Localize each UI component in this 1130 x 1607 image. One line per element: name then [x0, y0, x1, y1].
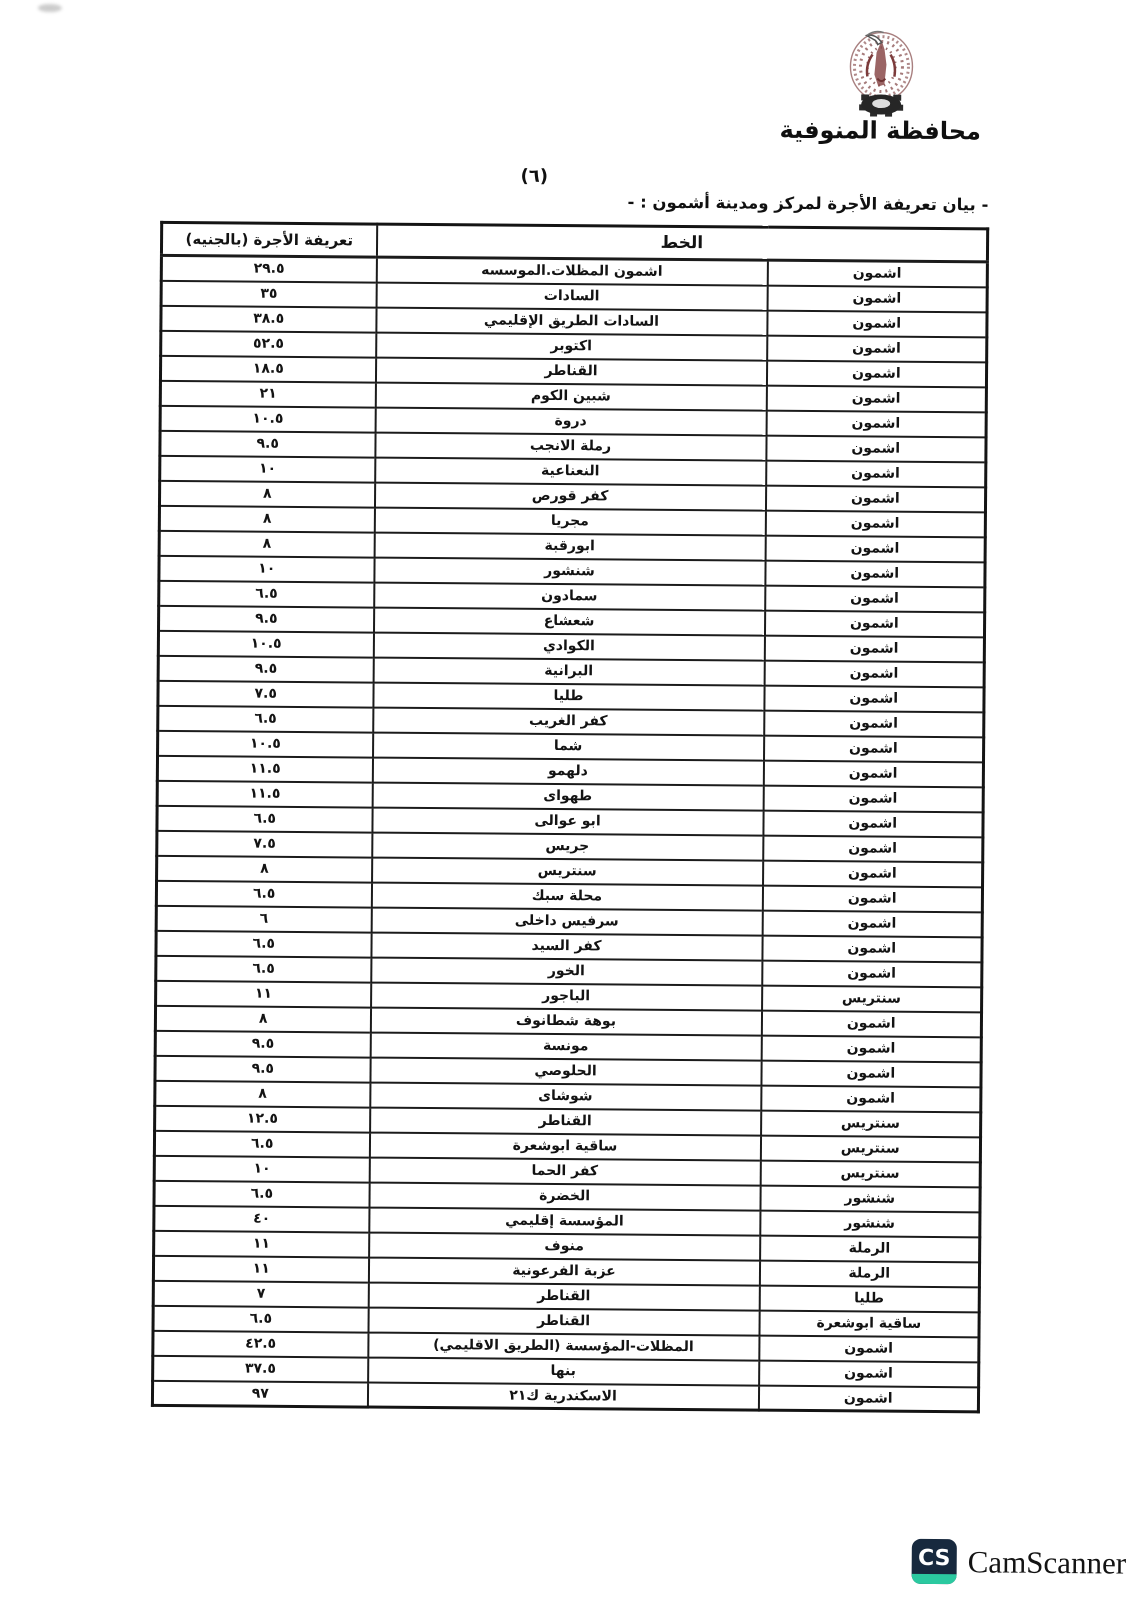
menoufia-governorate-emblem-icon: [837, 20, 926, 125]
fare-cell: ٦.٥: [156, 930, 371, 957]
origin-cell: اشمون: [767, 260, 987, 287]
camscanner-cs-icon: [912, 1539, 957, 1584]
destination-cell: القناطر: [370, 1107, 761, 1135]
destination-cell: جريس: [372, 832, 763, 860]
origin-cell: اشمون: [767, 285, 987, 312]
destination-cell: السادات: [376, 282, 767, 310]
origin-cell: شنشور: [760, 1185, 980, 1212]
origin-cell: اشمون: [764, 735, 984, 762]
origin-cell: سنتريس: [760, 1160, 980, 1187]
fare-cell: ٥٢.٥: [161, 330, 376, 357]
cs-icon-label: CS: [917, 1545, 951, 1571]
fare-cell: ٧.٥: [158, 680, 373, 707]
origin-cell: اشمون: [765, 485, 985, 512]
destination-cell: سرفيس داخلى: [371, 907, 762, 935]
origin-cell: اشمون: [767, 335, 987, 362]
origin-cell: اشمون: [764, 710, 984, 737]
fare-cell: ١٠: [159, 555, 374, 582]
destination-cell: الاسكندرية ك٢١: [367, 1382, 758, 1410]
fare-cell: ٣٨.٥: [161, 305, 376, 332]
destination-cell: كفر السيد: [371, 932, 762, 960]
destination-cell: الكوادي: [373, 632, 764, 660]
destination-cell: النعناعية: [375, 457, 766, 485]
fare-cell: ٦.٥: [153, 1305, 368, 1332]
fare-cell: ١١: [154, 1230, 369, 1257]
origin-cell: اشمون: [766, 435, 986, 462]
fare-cell: ٣٥: [161, 280, 376, 307]
fare-cell: ٧: [153, 1280, 368, 1307]
origin-cell: اشمون: [766, 360, 986, 387]
destination-cell: دروة: [375, 407, 766, 435]
table-row: [152, 1380, 978, 1411]
destination-cell: السادات الطريق الإقليمي: [376, 307, 767, 335]
scan-smudge: [38, 4, 62, 12]
origin-cell: اشمون: [766, 385, 986, 412]
fare-cell: ٦.٥: [157, 805, 372, 832]
origin-cell: شنشور: [760, 1210, 980, 1237]
origin-cell: سنتريس: [762, 985, 982, 1012]
fare-cell: ١١.٥: [157, 755, 372, 782]
fare-cell: ٨: [155, 1080, 370, 1107]
fare-cell: ٦.٥: [158, 705, 373, 732]
origin-cell: اشمون: [764, 635, 984, 662]
origin-cell: اشمون: [765, 510, 985, 537]
fare-cell: ١١: [156, 980, 371, 1007]
destination-cell: المظلات-المؤسسة (الطريق الاقليمي): [368, 1332, 759, 1360]
origin-cell: اشمون: [761, 1085, 981, 1112]
origin-cell: اشمون: [764, 685, 984, 712]
fare-cell: ٩.٥: [158, 655, 373, 682]
origin-cell: اشمون: [762, 885, 982, 912]
destination-cell: الحلوصي: [370, 1057, 761, 1085]
origin-cell: الرملة: [759, 1260, 979, 1287]
destination-cell: محلة سبك: [371, 882, 762, 910]
fare-cell: ١٠.٥: [158, 630, 373, 657]
destination-cell: طليا: [373, 682, 764, 710]
fare-cell: ٩٧: [152, 1380, 367, 1407]
destination-cell: الباجور: [371, 982, 762, 1010]
origin-cell: اشمون: [763, 860, 983, 887]
destination-cell: شبين الكوم: [375, 382, 766, 410]
destination-cell: اشمون المظلات.الموسسه: [376, 257, 767, 285]
fare-cell: ٨: [159, 530, 374, 557]
destination-cell: الخور: [371, 957, 762, 985]
destination-cell: سمادون: [374, 582, 765, 610]
destination-cell: مونسة: [370, 1032, 761, 1060]
origin-cell: اشمون: [765, 560, 985, 587]
destination-cell: شما: [373, 732, 764, 760]
fare-cell: ٦: [156, 905, 371, 932]
fare-cell: ٧.٥: [157, 830, 372, 857]
destination-cell: القناطر: [368, 1282, 759, 1310]
destination-cell: اكتوبر: [376, 332, 767, 360]
fare-cell: ٦.٥: [154, 1180, 369, 1207]
destination-cell: رملة الانجب: [375, 432, 766, 460]
destination-cell: كفر قورص: [374, 482, 765, 510]
fare-table-body: [152, 255, 987, 1411]
fare-cell: ١٠: [154, 1155, 369, 1182]
destination-cell: ساقية ابوشعرة: [369, 1132, 760, 1160]
destination-cell: شوشاى: [370, 1082, 761, 1110]
fare-cell: ١٨.٥: [160, 355, 375, 382]
origin-cell: اشمون: [761, 1060, 981, 1087]
destination-cell: الخضرة: [369, 1182, 760, 1210]
destination-cell: منوف: [369, 1232, 760, 1260]
origin-cell: اشمون: [759, 1335, 979, 1362]
fare-cell: ٨: [155, 1005, 370, 1032]
fare-cell: ٦.٥: [154, 1130, 369, 1157]
destination-cell: عزبة الفرعونية: [368, 1257, 759, 1285]
destination-cell: شنشور: [374, 557, 765, 585]
origin-cell: اشمون: [765, 535, 985, 562]
origin-cell: اشمون: [762, 910, 982, 937]
origin-cell: الرملة: [760, 1235, 980, 1262]
fare-cell: ١٠: [160, 455, 375, 482]
camscanner-text: CamScanner: [967, 1544, 1127, 1581]
destination-cell: طهواى: [372, 782, 763, 810]
fare-cell: ٩.٥: [155, 1030, 370, 1057]
origin-cell: اشمون: [767, 310, 987, 337]
origin-cell: اشمون: [763, 810, 983, 837]
camscanner-watermark: [912, 1539, 1127, 1586]
fare-cell: ١٢.٥: [155, 1105, 370, 1132]
fare-cell: ٤٢.٥: [153, 1330, 368, 1357]
fare-cell: ١٠.٥: [160, 405, 375, 432]
origin-cell: اشمون: [758, 1385, 978, 1412]
origin-cell: اشمون: [766, 410, 986, 437]
fare-cell: ٨: [157, 855, 372, 882]
fare-cell: ٦.٥: [159, 580, 374, 607]
fare-cell: ٨: [159, 480, 374, 507]
fare-cell: ٩.٥: [159, 605, 374, 632]
document-title: - بيان تعريفة الأجرة لمركز ومدينة أشمون : -: [627, 192, 989, 215]
origin-cell: اشمون: [762, 960, 982, 987]
destination-cell: بنها: [368, 1357, 759, 1385]
fare-cell: ٤٠: [154, 1205, 369, 1232]
origin-cell: اشمون: [762, 935, 982, 962]
fare-cell: ٣٧.٥: [153, 1355, 368, 1382]
line-column-header: الخط: [376, 224, 987, 262]
origin-cell: اشمون: [765, 585, 985, 612]
fare-column-header: تعريفة الأجرة (بالجنيه): [161, 222, 376, 257]
destination-cell: ابو عوالى: [372, 807, 763, 835]
destination-cell: بوهة شطانوف: [370, 1007, 761, 1035]
origin-cell: سنتريس: [761, 1110, 981, 1137]
origin-cell: اشمون: [759, 1360, 979, 1387]
destination-cell: القناطر: [375, 357, 766, 385]
destination-cell: سنتريس: [372, 857, 763, 885]
fare-cell: ٩.٥: [160, 430, 375, 457]
origin-cell: اشمون: [761, 1035, 981, 1062]
destination-cell: مجريا: [374, 507, 765, 535]
fare-cell: ٨: [159, 505, 374, 532]
origin-cell: طليا: [759, 1285, 979, 1312]
fare-cell: ٦.٥: [156, 955, 371, 982]
origin-cell: اشمون: [763, 760, 983, 787]
origin-cell: اشمون: [763, 785, 983, 812]
page-number: (٦): [520, 165, 549, 187]
destination-cell: كفر الحما: [369, 1157, 760, 1185]
cs-icon-accent-strip: [912, 1574, 957, 1584]
fare-cell: ٢١: [160, 380, 375, 407]
origin-cell: اشمون: [761, 1010, 981, 1037]
destination-cell: القناطر: [368, 1307, 759, 1335]
fare-cell: ٢٩.٥: [161, 255, 376, 282]
origin-cell: اشمون: [765, 610, 985, 637]
destination-cell: شعشاع: [374, 607, 765, 635]
fare-cell: ٩.٥: [155, 1055, 370, 1082]
origin-cell: اشمون: [766, 460, 986, 487]
destination-cell: ابورقبة: [374, 532, 765, 560]
origin-cell: سنتريس: [760, 1135, 980, 1162]
governorate-name: محافظة المنوفية: [779, 115, 982, 146]
fare-cell: ٦.٥: [156, 880, 371, 907]
origin-cell: اشمون: [764, 660, 984, 687]
destination-cell: البرانية: [373, 657, 764, 685]
fare-table: [151, 221, 989, 1413]
fare-cell: ١٠.٥: [158, 730, 373, 757]
fare-cell: ١١.٥: [157, 780, 372, 807]
destination-cell: دلهمو: [372, 757, 763, 785]
origin-cell: ساقية ابوشعرة: [759, 1310, 979, 1337]
origin-cell: اشمون: [763, 835, 983, 862]
destination-cell: كفر الغريب: [373, 707, 764, 735]
destination-cell: المؤسسة إقليمي: [369, 1207, 760, 1235]
fare-cell: ١١: [153, 1255, 368, 1282]
